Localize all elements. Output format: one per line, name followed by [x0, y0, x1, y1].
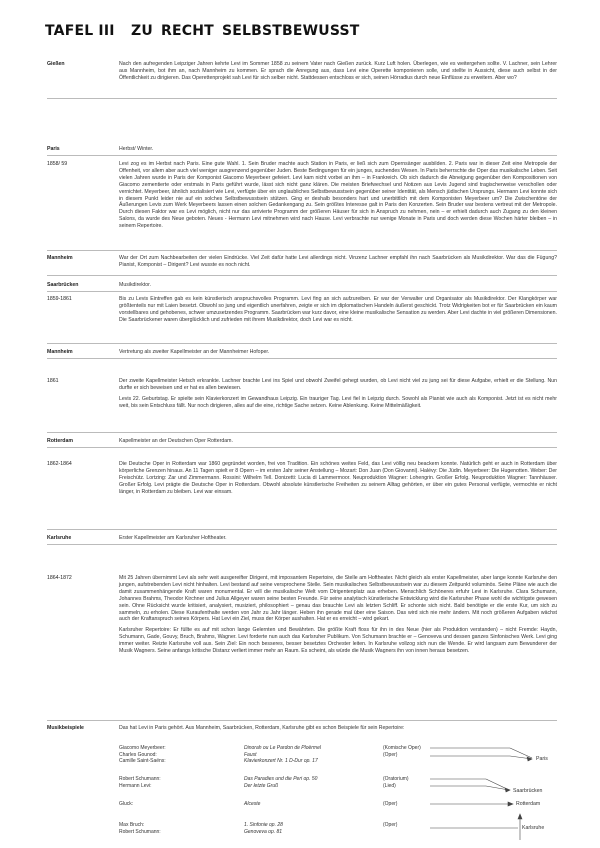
section-label: Mannheim [47, 349, 73, 355]
composer: Camille Saint-Saëns: [119, 758, 166, 765]
paragraph: Bis zu Levis Eintreffen gab es kein künstlerisch anspruchsvolles Programm. Levi fing an sich aufzureiben. Er war der Verwalter und Organisator als Musikdirektor. Der Klangkörper war größtenteils nur mit Laien besetzt. Obwohl so jung und eigentlich unerfahren, zeigte er sich im diplomatischen Handeln äußerst geschickt. Trotz Widrigkeiten bot er für Saarbrücken ein kaum vorstellbares und gehobenes, schwer umzusetzendes Programm. Saarbrücken war kurz davor, eine kleine musikalische Sensation zu werden. Aber Levi dachte in viel größeren Dimensionen. Die Saarbrückener waren überglücklich und zufrieden mit ihrem Musikdirektor, doch Levi war es nicht. [119, 296, 557, 323]
paragraph: Erster Kapellmeister am Karlsruher Hoftheater. [119, 535, 227, 541]
section-label: 1864-1872 [47, 575, 72, 581]
work: Faust [244, 751, 257, 758]
paragraph: Kapellmeister an der Deutschen Oper Rotterdam. [119, 438, 233, 444]
section-label: Saarbrücken [47, 282, 79, 288]
paragraph: Karlsruher Repertoire: Er füllte es auf mit schon lange Gelernten und Bewährten. Die größte Kraft floss für ihn in des Neue (hier als Produktion verstanden) – nicht Fremde: Haydn, Schumann, Gade, Gouvy, Bruch, Brahms, Wagner. Levi forderte nun auch das Karlsruher Publikum. Von Schumann brachte er – Genoveva und dessen ganzes Sinfonisches Werk. Levi ging immer weiter. Reizte Karlsruhe voll aus. Sein Ziel: Ein noch besseres, besser besetztes Orchester leiten. In Karlsruhe vollzog sich nun die Wende. Er wird langsam zum Bewunderer der Musik Wagners. Seine anfangs kritische Distanz verliert immer mehr an Raum. Es scheint, als würde die Musik Wagners ihn von innen heraus besetzen. [119, 627, 557, 655]
paragraph: Herbst/ Winter. [119, 146, 154, 152]
work: Der letzte Gruß [244, 782, 279, 789]
composer: Giacomo Meyerbeer: [119, 745, 166, 751]
arrowhead [518, 814, 522, 819]
paragraph: Das hat Levi in Paris gehört. Aus Mannheim, Saarbrücken, Rotterdam, Karlsruhe gibt es schon Beispiele für sein Repertoire: [119, 725, 405, 731]
arrowhead [508, 802, 513, 806]
composer: Charles Gounod: [119, 751, 157, 758]
work: Das Paradies und die Peri op. 50 [244, 776, 318, 782]
work: Genoveva op. 81 [244, 828, 283, 835]
kind: (Oper) [383, 751, 398, 758]
section-label: Musikbeispiele [47, 725, 84, 731]
section-label: 1858/ 59 [47, 161, 68, 167]
section-label: Rotterdam [47, 438, 73, 444]
work: Dinorah ou Le Pardon de Ploërmel [244, 745, 321, 751]
paragraph: Mit 25 Jahren übernimmt Levi als sehr weit ausgereifter Dirigent, mit imposantem Repertoire, die Stelle am Hoftheater. Nicht gleich als erster Kapellmeister, aber lange konnte Karlsruhe den jungen, aufstrebenden Levi nicht hinhalten. Levi bestand auf seine versprochene Stelle. Sein musikalisches Selbstbewusstsein war zu diesem Zeitpunkt voluminös. Seine Pläne wie auch die damit zusammenhängende Kraft waren monumental. Er will die musikalische Welt vom Dirigentenplatz aus erheben. Menschlich Schöneres erfuhr Levi in Karlsruhe. Clara Schumann, Johannes Brahms, Theodor Kirchner und Julius Allgeyer waren seine besten Freunde. Für seine analytisch künstlerische Entwicklung wird die Karlsruher Phase wohl die wichtigste gewesen sein. Ohne Rücksicht wurde kritisiert, analysiert, musiziert, philosophiert – genau das brauchte Levi als letzten Schliff. Er schonte sich nicht. Bald benötigte er die erste Kur, um sich zu sammeln, zu erholen. Diese Kuraufenthalte werden von Jahr zu Jahr länger. Heben ihn gerade mal über eine Saison. Das wird sich nie mehr ändern. Mit noch größeren Aufgaben wächst auch der Kraftanspruch seines Körpers. Hat Levi ein Ziel, muss der Körper aushalten. Hat er es erreicht – wird gekart. [119, 575, 557, 623]
city-karlsruhe: Karlsruhe [522, 825, 545, 831]
city-rotterdam: Rotterdam [516, 801, 541, 807]
heading-label: TAFEL III [45, 23, 115, 39]
section-label: Gießen [47, 61, 65, 67]
section-label: 1862-1864 [47, 461, 72, 467]
composer: Max Bruch: [119, 822, 145, 828]
city-paris: Paris [536, 756, 548, 762]
paragraph: Vertretung als zweiter Kapellmeister an der Mannheimer Hofoper. [119, 349, 270, 355]
work: 1. Sinfonie op. 28 [244, 822, 283, 828]
work: Klavierkonzert Nr. 1 D-Dur op. 17 [244, 758, 318, 765]
kind: (Oper) [383, 822, 398, 828]
composer: Gluck: [119, 801, 134, 807]
section-label: 1859-1861 [47, 296, 72, 302]
section-label: Paris [47, 146, 60, 152]
section-label: Mannheim [47, 255, 73, 261]
paragraph: Levi zog es im Herbst nach Paris. Eine gute Wahl. 1. Sein Bruder machte auch Station in Paris, er ließ sich zum Opernsänger ausbilden. 2. Paris war in dieser Zeit eine Metropole der Offenheit, vor allem aber auch viel weniger ausgrenzend gegenüber Juden. Beste Bedingungen für ein junges, suchendes Wesen. In Paris beherrschte die Oper das musikalische Leben. Seit vielen Jahren wurde in Paris der Komponist Giacomo Meyerbeer gefeiert. Levi kam nicht vorbei an ihm – in Frankreich. Ob sich dadurch die Abneigung gegenüber den Kompositionen von Giacomo zementierte oder erstmals in Paris geführt wurde, lässt sich nicht ganz klären. Die meisten Briefwechsel und Notizen aus Levis Jugend sind tragischerweise verschollen oder vernichtet. Meyerbeer, ähnlich sozialisiert wie Levi, verfügte über ein unglaubliches Selbstbewusstsein gegenüber seiner Identität, als Mensch jüdischen Ursprungs. Hermann Levi konnte sich in diesem Punkt leider nie auf ein solches Selbstbewusstsein stützen. Ging er deshalb besonders hart und unerbittlich mit dem Komponisten Meyerbeer um? Die Zwischentöne der Äußerungen Levis zum Werk Meyerbeers lassen einen solchen Gedankengang zu. Sein größtes Interesse galt in Paris den Konzerten. Sein Bruder war bestens vertreut mit der Metropole. Durch diesen Faktor war es Levi möglich, nicht nur das arrivierte Programm der größeren Häuser für sich in Anspruch zu nehmen, nein – er erhielt dadurch auch Zugang zu den kleinen Salons, da wurde des Neue geboten. Neues - Hermann Levi mitnehmen wird nach Hause. Levi verbrachte nur wenige Monate in Paris und doch werden diese Wochen härter bleiben – in seinem Repertoire. [119, 161, 557, 230]
section-label: 1861 [47, 378, 59, 384]
composer: Robert Schumann: [119, 776, 161, 782]
work: Alceste [244, 801, 261, 807]
kind: (Lied) [383, 782, 396, 789]
heading-title: ZU RECHT SELBSTBEWUSST [131, 23, 360, 39]
composer: Robert Schumann: [119, 828, 161, 835]
paragraph: Nach den aufregenden Leipziger Jahren kehrte Levi im Sommer 1858 zu seinem Vater nach Gießen zurück. Kurz Luft holen. Überlegen, wie es weitergehen sollte. V. Lachner, sein Lehrer aus Mannheim, bot ihm an, nach Mannheim zu kommen. Er sprach die Anregung aus, dass Levi eine Operette komponieren solle, und stellte in Aussicht, diese auch selbst in der Öffentlichkeit zu dirigieren. Das Operettenprojekt sah Levi für sich selber nicht. Stattdessen entschloss er sich, seinen Hörradius durch neue Einflüsse zu erweitern. Aber wo? [119, 61, 557, 81]
kind: (Komische Oper) [383, 745, 421, 751]
composer: Hermann Levi: [119, 782, 152, 789]
paragraph: Die Deutsche Oper in Rotterdam war 1860 gegründet worden, frei von Tradition. Ein schönes weites Feld, das Levi völlig neu beackern konnte. Natürlich geht er auch in Rotterdam über körperliche Grenzen hinaus. An 11 Tagen spielt er 8 Opern – im ersten Jahr seiner Anstellung – Mozart: Don Juan (Don Giovanni). Halévy: Die Jüdin. Meyerbeer: Die Hugenotten. Weber: Der Freischütz. Lortzing: Zar und Zimmermann. Rossini: Wilhelm Tell. Donizetti: Lucia di Lammermoor. Neuproduktion Wagner: Lohengrin. Großer Erfolg. Neuproduktion Wagner: Tannhäuser. Großer Erfolg. Levi prägte die Deutsche Oper in Rotterdam. Obwohl absolute künstlerische Freiheiten zu seinem Alltag gehörten, er über ein gutes Personal verfügte, vermochte er nicht länger, in Rotterdam zu bleiben. Levi war einsam. [119, 461, 557, 495]
kind: (Oper) [383, 801, 398, 807]
paragraph: War der Ort zum Nachbearbeiten der vielen Eindrücke. Viel Zeit dafür hatte Levi allerdings nicht. Vinzenz Lachner empfahl ihn nach Saarbrücken als Musikdirektor. War das die Fügung? Pianist, Komponist – Dirigent? Levi wusste es noch nicht. [119, 255, 557, 268]
section-label: Karlsruhe [47, 535, 72, 541]
arrowhead [505, 788, 510, 792]
paragraph: Musikdirektor. [119, 282, 151, 288]
paragraph: Der zweite Kapellmeister Hetsch erkrankte. Lachner brachte Levi ins Spiel und obwohl Zweifel gehegt wurden, ob Levi nicht viel zu jung sei für diese Aufgabe, erhielt er die Stellung. Nun durfte er sich beweisen und er hat es allen bewiesen. [119, 378, 557, 391]
city-saarbruecken: Saarbrücken [513, 788, 543, 794]
paragraph: Levis 22. Geburtstag. Er spielte sein Klavierkonzert im Gewandhaus Leipzig. Ein trauriger Tag. Levi fiel in Leipzig durch. Sowohl als Pianist wie auch als Komponist. Jetzt ist es nicht mehr weit, bis sein Entschluss fällt. Nur noch dirigieren, alles auf die eine, richtige Sache setzen. Keine Ablenkung. Keine Mittelmäßigkeit. [119, 395, 557, 409]
kind: (Oratorium) [383, 776, 409, 782]
